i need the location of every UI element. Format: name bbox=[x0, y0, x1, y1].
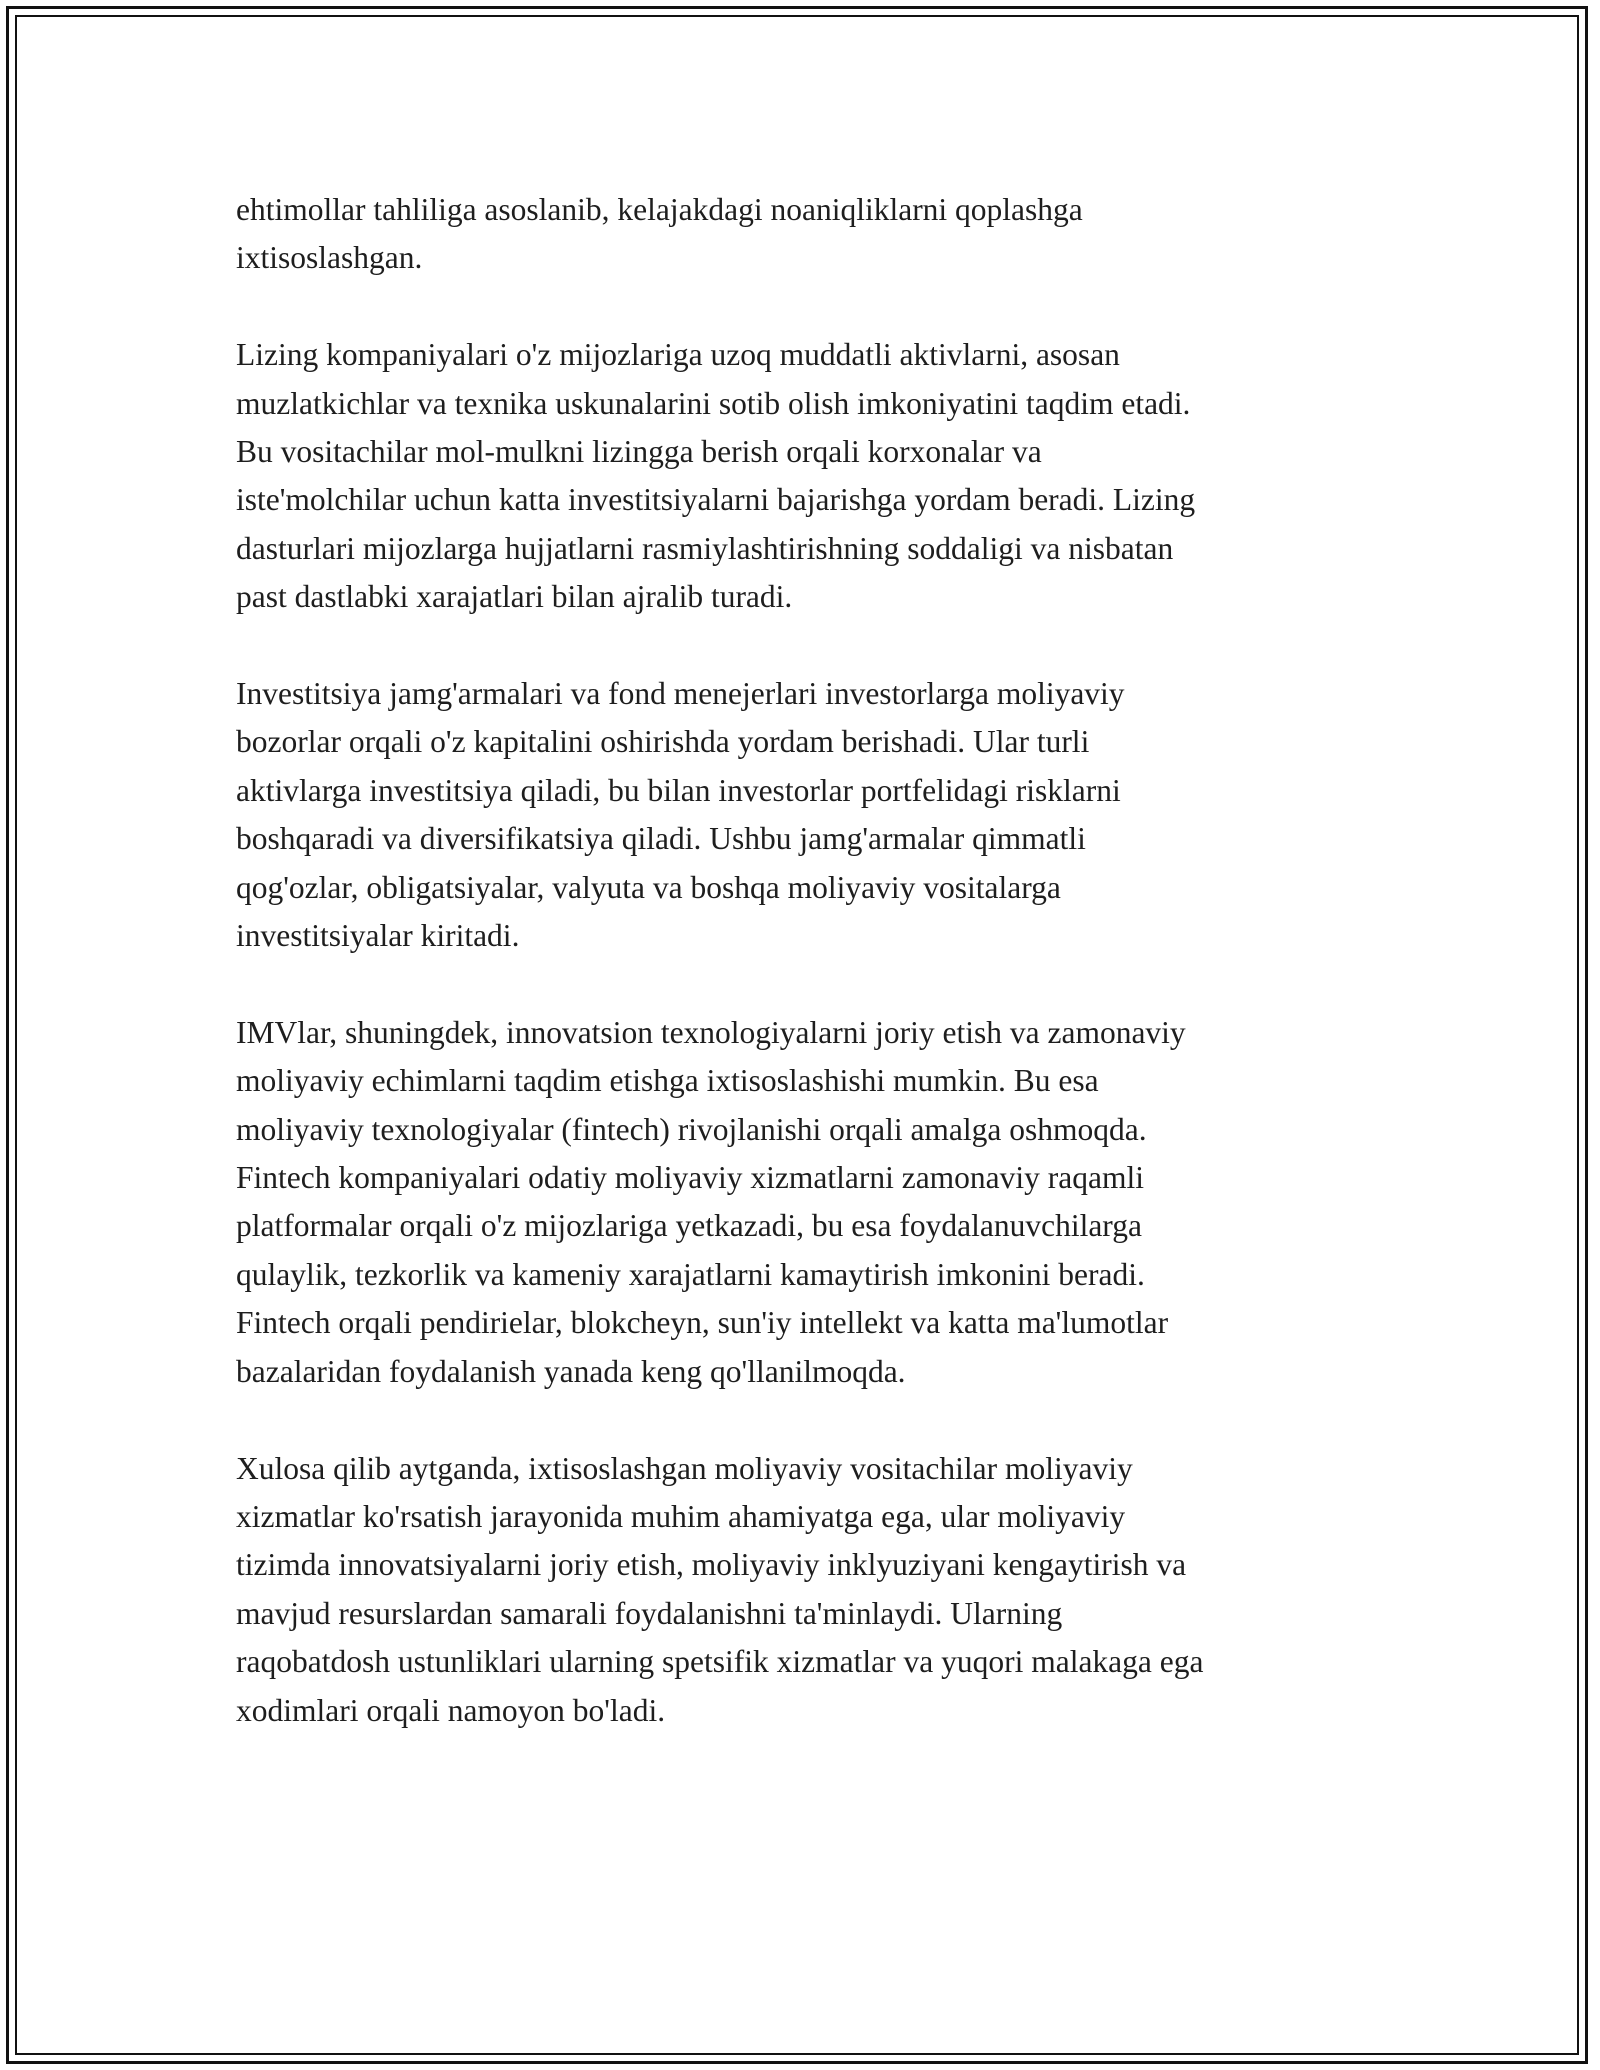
paragraph-leasing: Lizing kompaniyalari o'z mijozlariga uzoq muddatli aktivlarni, asosan muzlatkichlar va texnika uskunalarini sotib olish imkoniyatini taqdim etadi. Bu vositachilar mol-mulkni lizingga berish orqali korxonalar va iste'molchilar uchun katta investitsiyalarni bajarishga yordam beradi. Lizing dasturlari mijozlarga hujjatlarni rasmiylashtirishning soddaligi va nisbatan past dastlabki xarajatlari bilan ajralib turadi. bbox=[236, 337, 1196, 615]
paragraph-insurance-continuation: ehtimollar tahliliga asoslanib, kelajakdagi noaniqliklarni qoplashga ixtisoslashgan. bbox=[236, 192, 1083, 276]
paragraph-investment-funds: Investitsiya jamg'armalari va fond menejerlari investorlarga moliyaviy bozorlar orqali o'z kapitalini oshirishda yordam berishadi. Ular turli aktivlarga investitsiya qiladi, bu bilan investorlar portfelidagi risklarni boshqaradi va diversifikatsiya qiladi. Ushbu jamg'armalar qimmatli qog'ozlar, obligatsiyalar, valyuta va boshqa moliyaviy vositalarga investitsiyalar kiritadi. bbox=[236, 676, 1125, 954]
paragraph-fintech: IMVlar, shuningdek, innovatsion texnologiyalarni joriy etish va zamonaviy moliyaviy echimlarni taqdim etishga ixtisoslashishi mumkin. Bu esa moliyaviy texnologiyalar (fintech) rivojlanishi orqali amalga oshmoqda. Fintech kompaniyalari odatiy moliyaviy xizmatlarni zamonaviy raqamli platformalar orqali o'z mijozlariga yetkazadi, bu esa foydalanuvchilarga qulaylik, tezkorlik va kameniy xarajatlarni kamaytirish imkonini beradi. Fintech orqali pendirielar, blokcheyn, sun'iy intellekt va katta ma'lumotlar bazalaridan foydalanish yanada keng qo'llanilmoqda. bbox=[236, 1014, 1186, 1389]
paragraph-conclusion: Xulosa qilib aytganda, ixtisoslashgan moliyaviy vositachilar moliyaviy xizmatlar ko'rsatish jarayonida muhim ahamiyatga ega, ular moliyaviy tizimda innovatsiyalarni joriy etish, moliyaviy inklyuziyani kengaytirish va mavjud resurslardan samarali foydalanishni ta'minlaydi. Ularning raqobatdosh ustunliklari ularning spetsifik xizmatlar va yuqori malakaga ega xodimlari orqali namoyon bo'ladi. bbox=[236, 1450, 1204, 1728]
document-body bbox=[236, 186, 1386, 1735]
